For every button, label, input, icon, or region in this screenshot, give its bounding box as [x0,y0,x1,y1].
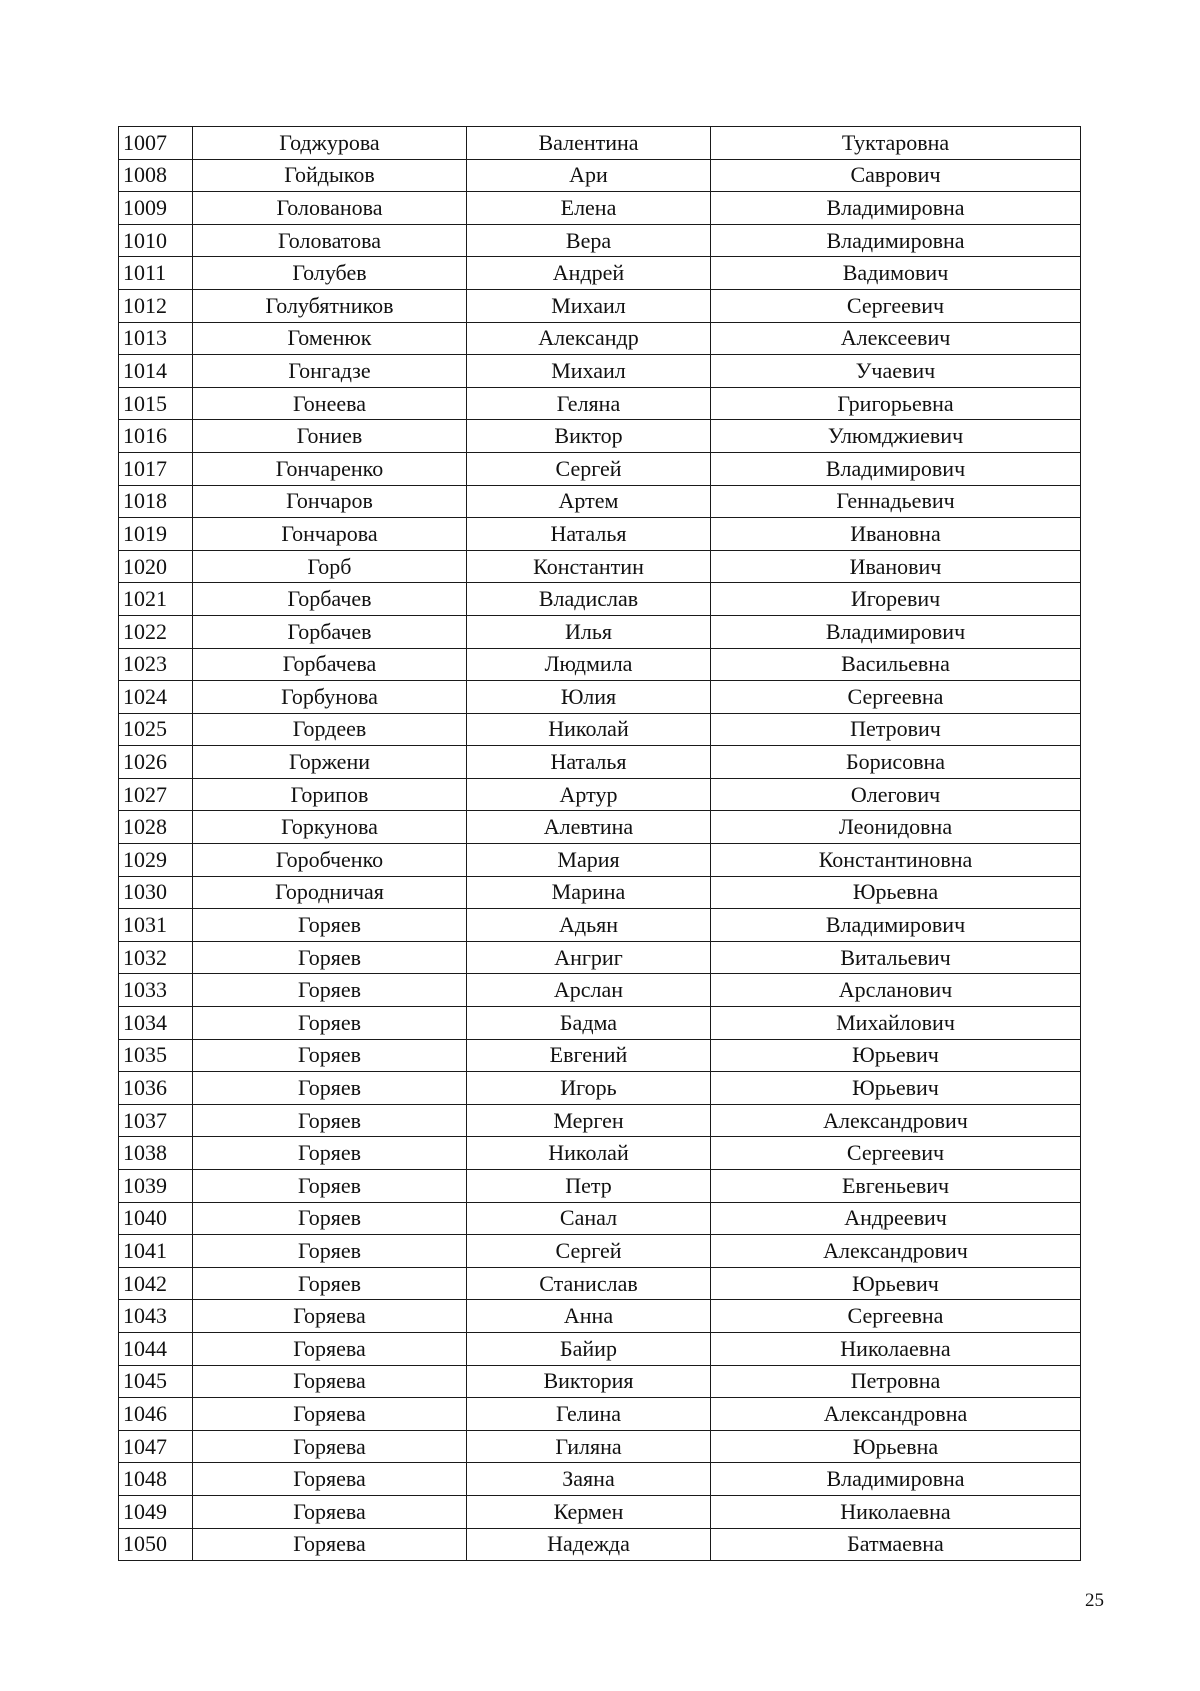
table-row [119,1104,1081,1137]
last-name-cell: Городничая [193,876,467,909]
table-row [119,1039,1081,1072]
last-name-cell: Гонгадзе [193,355,467,388]
row-number-cell: 1041 [119,1235,193,1268]
patronymic-cell: Леонидовна [711,811,1081,844]
last-name-cell: Гончарова [193,518,467,551]
first-name-cell: Евгений [467,1039,711,1072]
last-name-cell: Горжени [193,746,467,779]
row-number-cell: 1047 [119,1430,193,1463]
last-name-cell: Горбачева [193,648,467,681]
patronymic-cell: Борисовна [711,746,1081,779]
last-name-cell: Горяев [193,1072,467,1105]
row-number-cell: 1020 [119,550,193,583]
first-name-cell: Санал [467,1202,711,1235]
patronymic-cell: Ивановна [711,518,1081,551]
row-number-cell: 1018 [119,485,193,518]
first-name-cell: Ари [467,159,711,192]
table-row [119,322,1081,355]
last-name-cell: Горяева [193,1528,467,1561]
first-name-cell: Петр [467,1170,711,1203]
row-number-cell: 1036 [119,1072,193,1105]
first-name-cell: Николай [467,1137,711,1170]
patronymic-cell: Александрович [711,1235,1081,1268]
patronymic-cell: Петрович [711,713,1081,746]
first-name-cell: Наталья [467,746,711,779]
first-name-cell: Наталья [467,518,711,551]
table-row [119,485,1081,518]
patronymic-cell: Вадимович [711,257,1081,290]
row-number-cell: 1048 [119,1463,193,1496]
table-row [119,713,1081,746]
row-number-cell: 1027 [119,778,193,811]
row-number-cell: 1023 [119,648,193,681]
row-number-cell: 1044 [119,1332,193,1365]
row-number-cell: 1038 [119,1137,193,1170]
last-name-cell: Горяев [193,1170,467,1203]
row-number-cell: 1014 [119,355,193,388]
first-name-cell: Адьян [467,909,711,942]
last-name-cell: Гониев [193,420,467,453]
table-row [119,974,1081,1007]
patronymic-cell: Батмаевна [711,1528,1081,1561]
row-number-cell: 1015 [119,387,193,420]
first-name-cell: Сергей [467,452,711,485]
table-row [119,1463,1081,1496]
patronymic-cell: Владимировна [711,1463,1081,1496]
patronymic-cell: Сергеевич [711,1137,1081,1170]
table-row [119,648,1081,681]
table-row [119,876,1081,909]
last-name-cell: Гончаренко [193,452,467,485]
last-name-cell: Горяев [193,909,467,942]
first-name-cell: Ангриг [467,941,711,974]
patronymic-cell: Юрьевич [711,1039,1081,1072]
row-number-cell: 1035 [119,1039,193,1072]
patronymic-cell: Саврович [711,159,1081,192]
row-number-cell: 1017 [119,452,193,485]
patronymic-cell: Олегович [711,778,1081,811]
patronymic-cell: Николаевна [711,1332,1081,1365]
first-name-cell: Андрей [467,257,711,290]
first-name-cell: Заяна [467,1463,711,1496]
first-name-cell: Виктория [467,1365,711,1398]
table-row [119,746,1081,779]
table-row [119,681,1081,714]
last-name-cell: Горяев [193,1007,467,1040]
table-row [119,1235,1081,1268]
row-number-cell: 1028 [119,811,193,844]
patronymic-cell: Иванович [711,550,1081,583]
patronymic-cell: Петровна [711,1365,1081,1398]
first-name-cell: Мерген [467,1104,711,1137]
last-name-cell: Гончаров [193,485,467,518]
first-name-cell: Валентина [467,127,711,160]
patronymic-cell: Улюмджиевич [711,420,1081,453]
row-number-cell: 1040 [119,1202,193,1235]
first-name-cell: Станислав [467,1267,711,1300]
last-name-cell: Горяев [193,1202,467,1235]
table-row [119,289,1081,322]
page-number: 25 [1085,1590,1104,1611]
last-name-cell: Горбачев [193,615,467,648]
row-number-cell: 1042 [119,1267,193,1300]
patronymic-cell: Туктаровна [711,127,1081,160]
row-number-cell: 1008 [119,159,193,192]
first-name-cell: Артур [467,778,711,811]
row-number-cell: 1010 [119,224,193,257]
row-number-cell: 1022 [119,615,193,648]
first-name-cell: Кермен [467,1495,711,1528]
patronymic-cell: Григорьевна [711,387,1081,420]
table-row [119,1495,1081,1528]
patronymic-cell: Владимировна [711,224,1081,257]
table-row [119,550,1081,583]
table-row [119,1430,1081,1463]
patronymic-cell: Игоревич [711,583,1081,616]
first-name-cell: Михаил [467,289,711,322]
first-name-cell: Людмила [467,648,711,681]
table-row [119,941,1081,974]
patronymic-cell: Юрьевич [711,1267,1081,1300]
row-number-cell: 1021 [119,583,193,616]
table-row [119,1202,1081,1235]
table-row [119,1365,1081,1398]
last-name-cell: Горяева [193,1398,467,1431]
row-number-cell: 1024 [119,681,193,714]
table-row [119,420,1081,453]
table-row [119,1267,1081,1300]
last-name-cell: Горяева [193,1495,467,1528]
table-row [119,192,1081,225]
row-number-cell: 1033 [119,974,193,1007]
table-row [119,1398,1081,1431]
patronymic-cell: Сергеевна [711,681,1081,714]
patronymic-cell: Александровна [711,1398,1081,1431]
patronymic-cell: Учаевич [711,355,1081,388]
table-row [119,1300,1081,1333]
table-row [119,778,1081,811]
first-name-cell: Байир [467,1332,711,1365]
last-name-cell: Горяев [193,1235,467,1268]
last-name-cell: Годжурова [193,127,467,160]
last-name-cell: Гонеева [193,387,467,420]
first-name-cell: Илья [467,615,711,648]
last-name-cell: Горяев [193,1267,467,1300]
table-row [119,518,1081,551]
last-name-cell: Голубятников [193,289,467,322]
row-number-cell: 1019 [119,518,193,551]
first-name-cell: Константин [467,550,711,583]
row-number-cell: 1026 [119,746,193,779]
table-row [119,127,1081,160]
table-row [119,844,1081,877]
name-list-body [119,127,1081,1561]
patronymic-cell: Витальевич [711,941,1081,974]
patronymic-cell: Михайлович [711,1007,1081,1040]
patronymic-cell: Васильевна [711,648,1081,681]
row-number-cell: 1046 [119,1398,193,1431]
last-name-cell: Головатова [193,224,467,257]
table-row [119,1007,1081,1040]
table-row [119,1332,1081,1365]
table-row [119,811,1081,844]
first-name-cell: Анна [467,1300,711,1333]
patronymic-cell: Юрьевна [711,1430,1081,1463]
row-number-cell: 1050 [119,1528,193,1561]
row-number-cell: 1049 [119,1495,193,1528]
last-name-cell: Горбачев [193,583,467,616]
patronymic-cell: Сергеевна [711,1300,1081,1333]
row-number-cell: 1016 [119,420,193,453]
last-name-cell: Горяева [193,1300,467,1333]
first-name-cell: Александр [467,322,711,355]
row-number-cell: 1031 [119,909,193,942]
table-row [119,1170,1081,1203]
last-name-cell: Гоменюк [193,322,467,355]
last-name-cell: Горяев [193,941,467,974]
patronymic-cell: Юрьевна [711,876,1081,909]
row-number-cell: 1012 [119,289,193,322]
first-name-cell: Юлия [467,681,711,714]
first-name-cell: Владислав [467,583,711,616]
table-row [119,615,1081,648]
row-number-cell: 1030 [119,876,193,909]
row-number-cell: 1011 [119,257,193,290]
table-row [119,583,1081,616]
row-number-cell: 1039 [119,1170,193,1203]
patronymic-cell: Константиновна [711,844,1081,877]
patronymic-cell: Владимирович [711,615,1081,648]
table-row [119,1137,1081,1170]
row-number-cell: 1029 [119,844,193,877]
table-row [119,355,1081,388]
first-name-cell: Вера [467,224,711,257]
table-row [119,909,1081,942]
row-number-cell: 1013 [119,322,193,355]
table-row [119,224,1081,257]
table-row [119,257,1081,290]
last-name-cell: Горкунова [193,811,467,844]
first-name-cell: Мария [467,844,711,877]
row-number-cell: 1043 [119,1300,193,1333]
first-name-cell: Артем [467,485,711,518]
first-name-cell: Игорь [467,1072,711,1105]
last-name-cell: Горб [193,550,467,583]
patronymic-cell: Владимировна [711,192,1081,225]
row-number-cell: 1032 [119,941,193,974]
last-name-cell: Горяев [193,1039,467,1072]
patronymic-cell: Владимирович [711,452,1081,485]
row-number-cell: 1009 [119,192,193,225]
patronymic-cell: Андреевич [711,1202,1081,1235]
first-name-cell: Марина [467,876,711,909]
last-name-cell: Горбунова [193,681,467,714]
first-name-cell: Михаил [467,355,711,388]
last-name-cell: Горяева [193,1430,467,1463]
patronymic-cell: Владимирович [711,909,1081,942]
last-name-cell: Горипов [193,778,467,811]
first-name-cell: Виктор [467,420,711,453]
table-row [119,159,1081,192]
patronymic-cell: Алексеевич [711,322,1081,355]
table-row [119,1072,1081,1105]
patronymic-cell: Геннадьевич [711,485,1081,518]
first-name-cell: Николай [467,713,711,746]
table-row [119,387,1081,420]
last-name-cell: Горяева [193,1332,467,1365]
last-name-cell: Голованова [193,192,467,225]
first-name-cell: Арслан [467,974,711,1007]
row-number-cell: 1025 [119,713,193,746]
first-name-cell: Бадма [467,1007,711,1040]
last-name-cell: Горяева [193,1365,467,1398]
first-name-cell: Елена [467,192,711,225]
row-number-cell: 1007 [119,127,193,160]
last-name-cell: Горобченко [193,844,467,877]
row-number-cell: 1045 [119,1365,193,1398]
table-row [119,1528,1081,1561]
last-name-cell: Гойдыков [193,159,467,192]
last-name-cell: Горяева [193,1463,467,1496]
row-number-cell: 1034 [119,1007,193,1040]
first-name-cell: Гиляна [467,1430,711,1463]
last-name-cell: Голубев [193,257,467,290]
first-name-cell: Алевтина [467,811,711,844]
name-list-table [118,126,1081,1561]
last-name-cell: Горяев [193,1104,467,1137]
patronymic-cell: Юрьевич [711,1072,1081,1105]
patronymic-cell: Александрович [711,1104,1081,1137]
patronymic-cell: Евгеньевич [711,1170,1081,1203]
first-name-cell: Сергей [467,1235,711,1268]
patronymic-cell: Арсланович [711,974,1081,1007]
last-name-cell: Горяев [193,1137,467,1170]
row-number-cell: 1037 [119,1104,193,1137]
patronymic-cell: Николаевна [711,1495,1081,1528]
first-name-cell: Гелина [467,1398,711,1431]
table-row [119,452,1081,485]
last-name-cell: Гордеев [193,713,467,746]
last-name-cell: Горяев [193,974,467,1007]
first-name-cell: Геляна [467,387,711,420]
patronymic-cell: Сергеевич [711,289,1081,322]
first-name-cell: Надежда [467,1528,711,1561]
